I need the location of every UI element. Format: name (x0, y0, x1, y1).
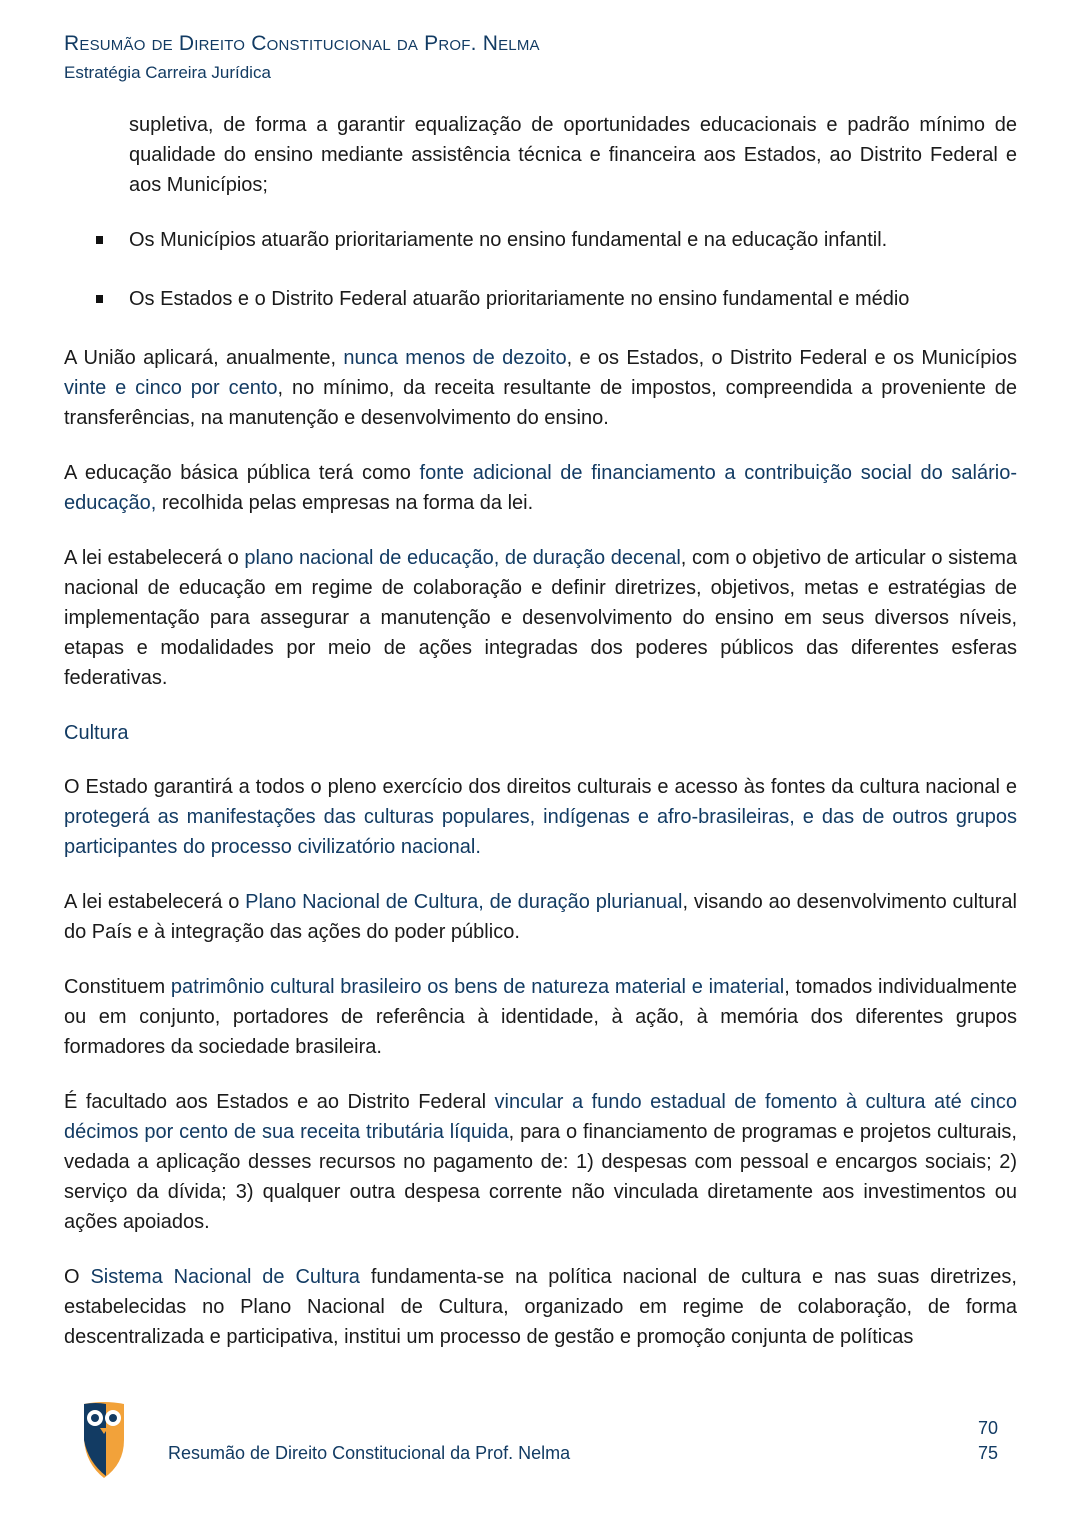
text: , no mínimo, da receita resultante de impostos, compreendida a proveniente de transferências, na manutenção e desenvolvimento do ensino. (64, 377, 1017, 429)
paragraph-fundo-estadual (64, 1087, 1017, 1237)
text: É facultado aos Estados e ao Distrito Federal (64, 1091, 495, 1113)
text: A lei estabelecerá o (64, 547, 245, 569)
paragraph-sistema-cultura (64, 1262, 1017, 1352)
total-pages: 75 (977, 1443, 998, 1463)
current-page: 70 (977, 1418, 998, 1438)
paragraph-educacao-basica (64, 458, 1017, 518)
text: recolhida pelas empresas na forma da lei. (156, 492, 534, 514)
paragraph-direitos-culturais (64, 772, 1017, 862)
header-subtitle: Estratégia Carreira Jurídica (64, 63, 271, 82)
text: , e os Estados, o Distrito Federal e os Municípios (566, 347, 1017, 369)
text: O (64, 1266, 91, 1288)
text: A educação básica pública terá como (64, 462, 420, 484)
list-item (129, 225, 1017, 255)
text: A lei estabelecerá o (64, 891, 246, 913)
list-item (129, 284, 1017, 314)
text: A União aplicará, anualmente, (64, 347, 344, 369)
highlight-text: fonte adicional de financiamento a contribuição social do salário-educação, (64, 462, 1017, 514)
text: O Estado garantirá a todos o pleno exercício dos direitos culturais e acesso às fontes da cultura nacional e (64, 776, 1017, 798)
highlight-text: Sistema Nacional de Cultura (90, 1266, 360, 1288)
text: , para o financiamento de programas e projetos culturais, vedada a aplicação desses recursos no pagamento de: 1) despesas com pessoal e encargos sociais; 2) serviço da dívida; 3) qualquer outra despesa corrente não vinculada diretamente aos investimentos ou ações apoiados. (64, 1121, 1017, 1233)
highlight-text: plano nacional de educação, de duração decenal (244, 547, 681, 569)
highlight-text: vinte e cinco por cento (64, 377, 278, 399)
paragraph-patrimonio (64, 972, 1017, 1062)
header-title: Resumão de Direito Constitucional da Prof. Nelma (64, 32, 540, 55)
text: , tomados individualmente ou em conjunto, portadores de referência à identidade, à ação, à memória dos diferentes grupos formadores da sociedade brasileira. (64, 976, 1017, 1058)
paragraph-continuation: supletiva, de forma a garantir equalização de oportunidades educacionais e padrão mínimo de qualidade do ensino mediante assistência técnica e financeira aos Estados, ao Distrito Federal e aos Municípios; (129, 114, 1017, 196)
text: fundamenta-se na política nacional de cultura e nas suas diretrizes, estabelecidas no Plano Nacional de Cultura, organizado em regime de colaboração, de forma descentralizada e participativa, institui um processo de gestão e promoção conjunta de políticas (64, 1266, 1017, 1348)
highlight-text: patrimônio cultural brasileiro os bens de natureza material e imaterial (170, 976, 785, 998)
page-header (64, 32, 540, 83)
paragraph-uniao (64, 343, 1017, 433)
page-number (978, 1416, 998, 1466)
footer-title: Resumão de Direito Constitucional da Prof. Nelma (168, 1443, 571, 1463)
square-bullet-icon (96, 236, 103, 244)
highlight-text: Plano Nacional de Cultura, de duração plurianual (245, 891, 683, 913)
highlight-text: nunca menos de dezoito (343, 347, 567, 369)
list-item-text: Os Municípios atuarão prioritariamente no ensino fundamental e na educação infantil. (129, 229, 888, 251)
list-item-text: Os Estados e o Distrito Federal atuarão prioritariamente no ensino fundamental e médio (129, 288, 910, 310)
square-bullet-icon (96, 295, 103, 303)
text: , visando ao desenvolvimento cultural do País e à integração das ações do poder público. (64, 891, 1017, 943)
paragraph-plano-educacao (64, 543, 1017, 693)
owl-logo-icon (82, 1400, 126, 1480)
highlight-text: protegerá as manifestações das culturas populares, indígenas e afro-brasileiras, e das de outros grupos participantes do processo civilizatório nacional. (64, 806, 1017, 858)
highlight-text: vincular a fundo estadual de fomento à cultura até cinco décimos por cento de sua receita tributária líquida (64, 1091, 1017, 1143)
paragraph-plano-cultura (64, 887, 1017, 947)
text: , com o objetivo de articular o sistema nacional de educação em regime de colaboração e definir diretrizes, objetivos, metas e estratégias de implementação para assegurar a manutenção e desenvolvimento do ensino em seus diversos níveis, etapas e modalidades por meio de ações integradas dos poderes públicos das diferentes esferas federativas. (64, 547, 1018, 689)
text: Constituem (64, 976, 171, 998)
section-heading: Cultura (64, 722, 129, 744)
document-body (64, 110, 1017, 1377)
